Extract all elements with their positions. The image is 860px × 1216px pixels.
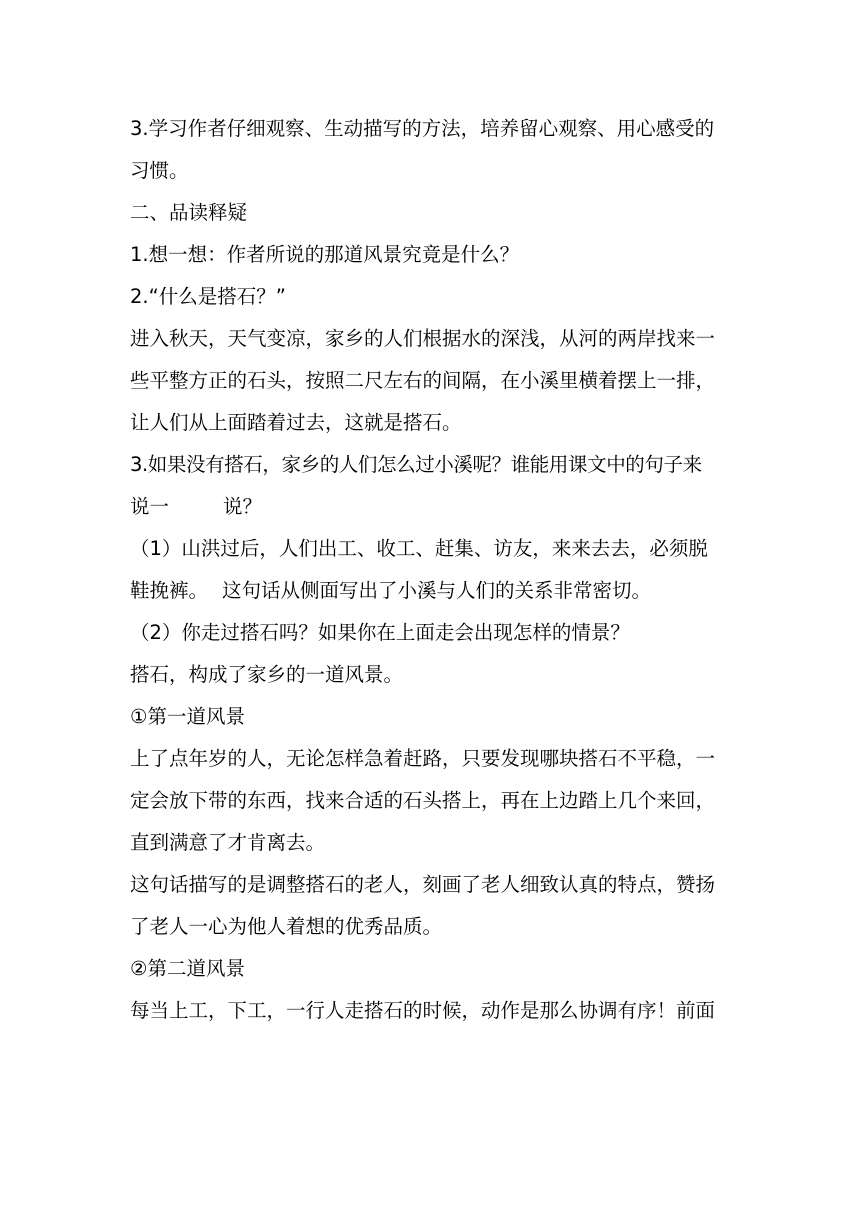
answer-1-line-1: （1）山洪过后，人们出工、收工、赶集、访友，来来去去，必须脱 (130, 537, 708, 560)
objective-3-line-2: 习惯。 (130, 159, 189, 182)
document-body (130, 111, 734, 1028)
scenery-1-analysis-line-2: 了老人一心为他人着想的优秀品质。 (130, 915, 443, 938)
objective-3-line-1: 3.学习作者仔细观察、生动描写的方法，培养留心观察、用心感受的 (130, 117, 715, 140)
scenery-1-line-2: 定会放下带的东西，找来合适的石头搭上，再在上边踏上几个来回， (130, 789, 716, 812)
question-3-text-b: 说？ (223, 495, 263, 518)
scenery-1-analysis-line-1: 这句话描写的是调整搭石的老人，刻画了老人细致认真的特点，赞扬 (130, 873, 716, 896)
question-2: 2.“什么是搭石？” (130, 285, 286, 308)
definition-line-3: 让人们从上面踏着过去，这就是搭石。 (130, 411, 462, 434)
scenery-1-line-3: 直到满意了才肯离去。 (130, 831, 326, 854)
sub-question-2: （2）你走过搭石吗？如果你在上面走会出现怎样的情景？ (130, 621, 630, 644)
scenery-1-line-1: 上了点年岁的人，无论怎样急着赶路，只要发现哪块搭石不平稳，一 (130, 747, 716, 770)
section-heading: 二、品读释疑 (130, 201, 248, 224)
definition-line-1: 进入秋天，天气变凉，家乡的人们根据水的深浅，从河的两岸找来一 (130, 327, 716, 350)
scenery-intro: 搭石，构成了家乡的一道风景。 (130, 663, 404, 686)
answer-1-text-b: 这句话从侧面写出了小溪与人们的关系非常密切。 (222, 579, 652, 602)
answer-1-text-a: 鞋挽裤。 (130, 579, 209, 602)
scenery-2-heading: ②第二道风景 (130, 957, 245, 980)
answer-1-line-2 (130, 573, 734, 608)
question-1: 1.想一想：作者所说的那道风景究竟是什么？ (130, 243, 520, 266)
question-3-line-2 (130, 489, 734, 524)
definition-line-2: 些平整方正的石头，按照二尺左右的间隔，在小溪里横着摆上一排， (130, 369, 716, 392)
scenery-2-line-1: 每当上工，下工，一行人走搭石的时候，动作是那么协调有序！前面 (130, 999, 716, 1022)
scenery-1-heading: ①第一道风景 (130, 705, 245, 728)
question-3-line-1: 3.如果没有搭石，家乡的人们怎么过小溪呢？谁能用课文中的句子来 (130, 453, 702, 476)
question-3-text-a: 说一 (130, 495, 170, 518)
